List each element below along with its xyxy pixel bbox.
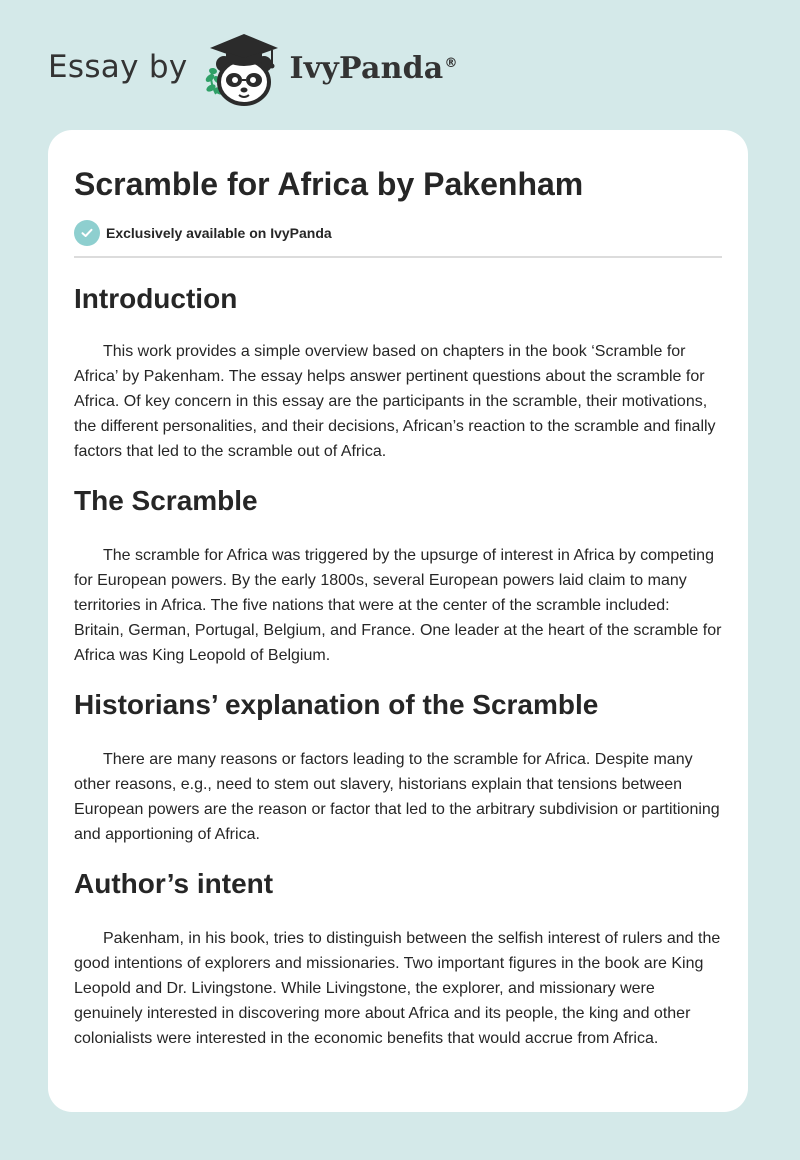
section-historians-explanation: [74, 686, 722, 847]
section-heading: Author’s intent: [74, 868, 274, 899]
exclusive-badge: [74, 220, 722, 246]
title-divider: [74, 256, 722, 258]
essay-card: [48, 130, 748, 1112]
section-paragraph: The scramble for Africa was triggered by the upsurge of interest in Africa by competing for European powers. By the early 1800s, several European powers laid claim to many territories in Africa. The five nations that were at the center of the scramble included: Britain, German, Portugal, Belgium, and France. One leader at the heart of the scramble for Africa was King Leopold of Belgium.: [74, 547, 722, 664]
section-authors-intent: [74, 865, 722, 1051]
section-the-scramble: [74, 482, 722, 668]
checkmark-icon: [80, 226, 94, 240]
section-heading: Historians’ explanation of the Scramble: [74, 689, 599, 720]
brand-prefix: Essay by: [48, 49, 188, 85]
section-heading: Introduction: [74, 283, 238, 314]
section-introduction: [74, 280, 722, 464]
section-paragraph: There are many reasons or factors leading to the scramble for Africa. Despite many other reasons, e.g., need to stem out slavery, historians explain that tensions between European powers are the reason or factor that led to the arbitrary subdivision or partitioning and apportioning of Africa.: [74, 751, 720, 843]
essay-title: Scramble for Africa by Pakenham: [74, 166, 584, 202]
registered-mark: ®: [444, 55, 458, 71]
site-logo[interactable]: [48, 30, 458, 110]
brand-name: [290, 51, 458, 86]
section-paragraph: This work provides a simple overview based on chapters in the book ‘Scramble for Africa’ by Pakenham. The essay helps answer pertinent questions about the scramble for Africa. Of key concern in this essay are the participants in the scramble, their motivations, the different personalities, and their decisions, African’s reaction to the scramble and finally factors that led to the scramble out of Africa.: [74, 343, 716, 460]
panda-mascot-icon: [202, 30, 284, 110]
check-circle-icon: [74, 220, 100, 246]
brand-name-text: IvyPanda: [289, 50, 444, 86]
section-heading: The Scramble: [74, 485, 258, 516]
exclusive-label: Exclusively available on IvyPanda: [106, 225, 332, 241]
section-paragraph: Pakenham, in his book, tries to distinguish between the selfish interest of rulers and the good intentions of explorers and missionaries. Two important figures in the book are King Leopold and Dr. Livingstone. While Livingstone, the explorer, and missionary were genuinely interested in discovering more about Africa and its people, the king and other colonialists were interested in the economic benefits that would accrue from Africa.: [74, 930, 721, 1047]
